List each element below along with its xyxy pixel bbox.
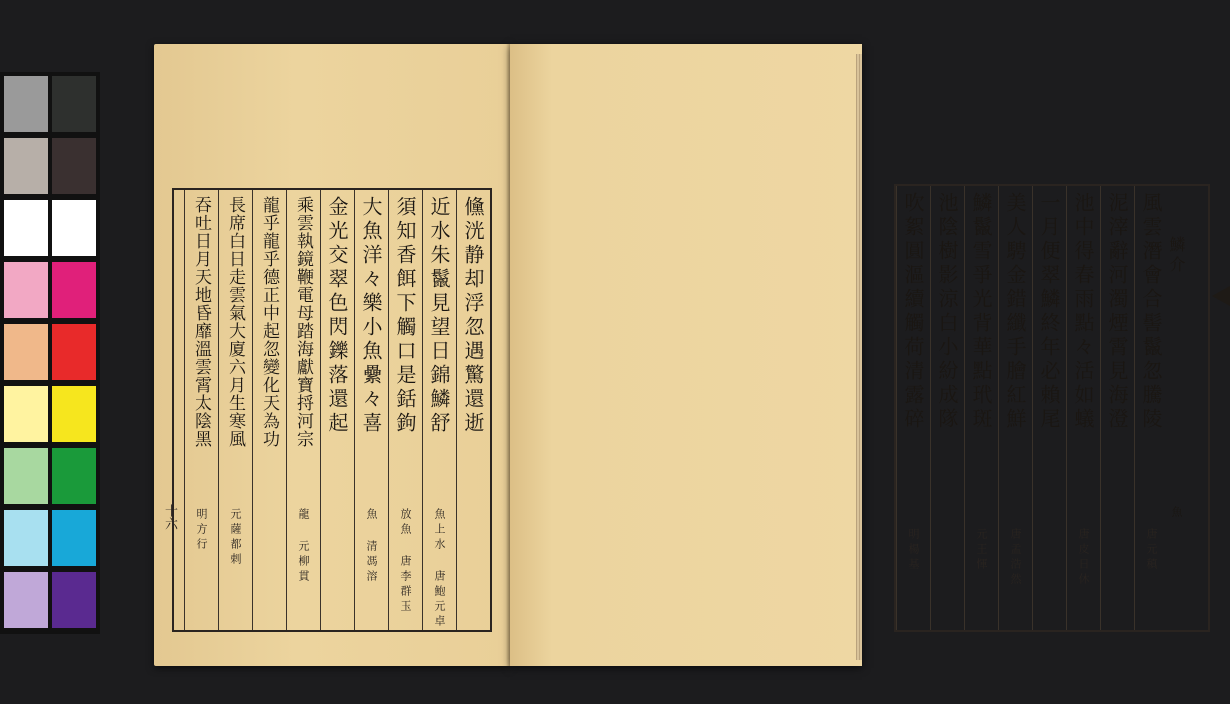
attribution: 放魚 唐李群玉 [399,508,412,615]
text-column [964,186,999,630]
color-swatch [4,448,48,504]
color-swatch [4,324,48,380]
poem-line: 風雲潛會合髻鬣忽騰陵 [1139,192,1163,432]
poem-line: 儵洸静却浮忽遇驚還逝 [461,196,485,436]
text-column [1032,186,1067,630]
attribution: 魚上水 唐鮑元卓 [433,508,446,630]
text-column [998,186,1033,630]
text-column [422,190,457,630]
text-column [286,190,321,630]
poem-line: 池陰樹影涼白小紛成隊 [935,192,959,432]
text-column [1100,186,1135,630]
color-swatch [4,386,48,442]
poem-line: 美人騁金錯纖手膾紅鮮 [1003,192,1027,432]
right-page [510,44,1186,666]
right-page-text-frame [894,184,1210,632]
text-column [184,190,219,630]
attribution: 唐孟浩然 [1009,528,1022,588]
color-swatch [4,572,48,628]
text-column [354,190,389,630]
attribution: 元王惲 [975,528,988,573]
page-folio-number: 十六 [162,504,177,530]
left-page-text-frame [172,188,492,632]
poem-line: 乘雲執鏡鞭電母踏海獻寶捋河宗 [293,196,313,448]
attribution: 唐皮日休 [1077,528,1090,588]
attribution: 明楊基 [907,528,920,573]
poem-line: 吞吐日月天地昏靡溫雲霄太陰黑 [191,196,211,448]
poem-line: 鱗鬣雪爭光背華點玳斑 [969,192,993,432]
color-swatch [52,572,96,628]
section-subheading: 魚 [1170,506,1183,521]
text-column [1066,186,1101,630]
color-swatch [52,324,96,380]
poem-line: 須知香餌下觸口是銛鉤 [393,196,417,436]
page-edges [856,54,862,660]
section-heading: 鱗介 [1167,236,1186,276]
color-swatch [52,510,96,566]
text-column [388,190,423,630]
color-swatch [4,138,48,194]
color-swatch [52,76,96,132]
color-swatch [52,138,96,194]
text-column [456,190,491,630]
attribution: 元薩都剌 [229,508,242,568]
poem-line: 吹絮圓漚續觸荷清露碎 [901,192,925,432]
fishtail-mark-icon [1212,286,1230,306]
color-swatch [4,510,48,566]
poem-line: 長席白日走雲氣大廈六月生寒風 [225,196,245,448]
color-swatch [52,448,96,504]
poem-line: 近水朱鬣見望日錦鱗舒 [427,196,451,436]
attribution: 魚 清馮溶 [365,508,378,585]
text-column [1134,186,1169,630]
color-swatch [4,262,48,318]
poem-line: 池中得春雨點々活如蟻 [1071,192,1095,432]
attribution: 唐元稹 [1145,528,1158,573]
poem-line: 金光交翠色閃鑠落還起 [325,196,349,436]
poem-line: 泥滓辭河濁煙霄見海澄 [1105,192,1129,432]
color-swatch [52,386,96,442]
open-book [150,38,1186,672]
text-column [930,186,965,630]
poem-line: 大魚洋々樂小魚纍々喜 [359,196,383,436]
poem-line: 一月便翠鱗終年必賴尾 [1037,192,1061,432]
color-swatch [4,200,48,256]
poem-line: 龍乎龍乎德正中起忽變化天為功 [259,196,279,448]
text-column [218,190,253,630]
attribution: 明方行 [195,508,208,553]
attribution: 龍 元柳貫 [297,508,310,585]
color-swatch [52,200,96,256]
color-calibration-card [0,72,100,634]
left-page [154,44,510,666]
color-swatch [4,76,48,132]
text-column [896,186,931,630]
text-column [252,190,287,630]
color-swatch [52,262,96,318]
text-column [320,190,355,630]
